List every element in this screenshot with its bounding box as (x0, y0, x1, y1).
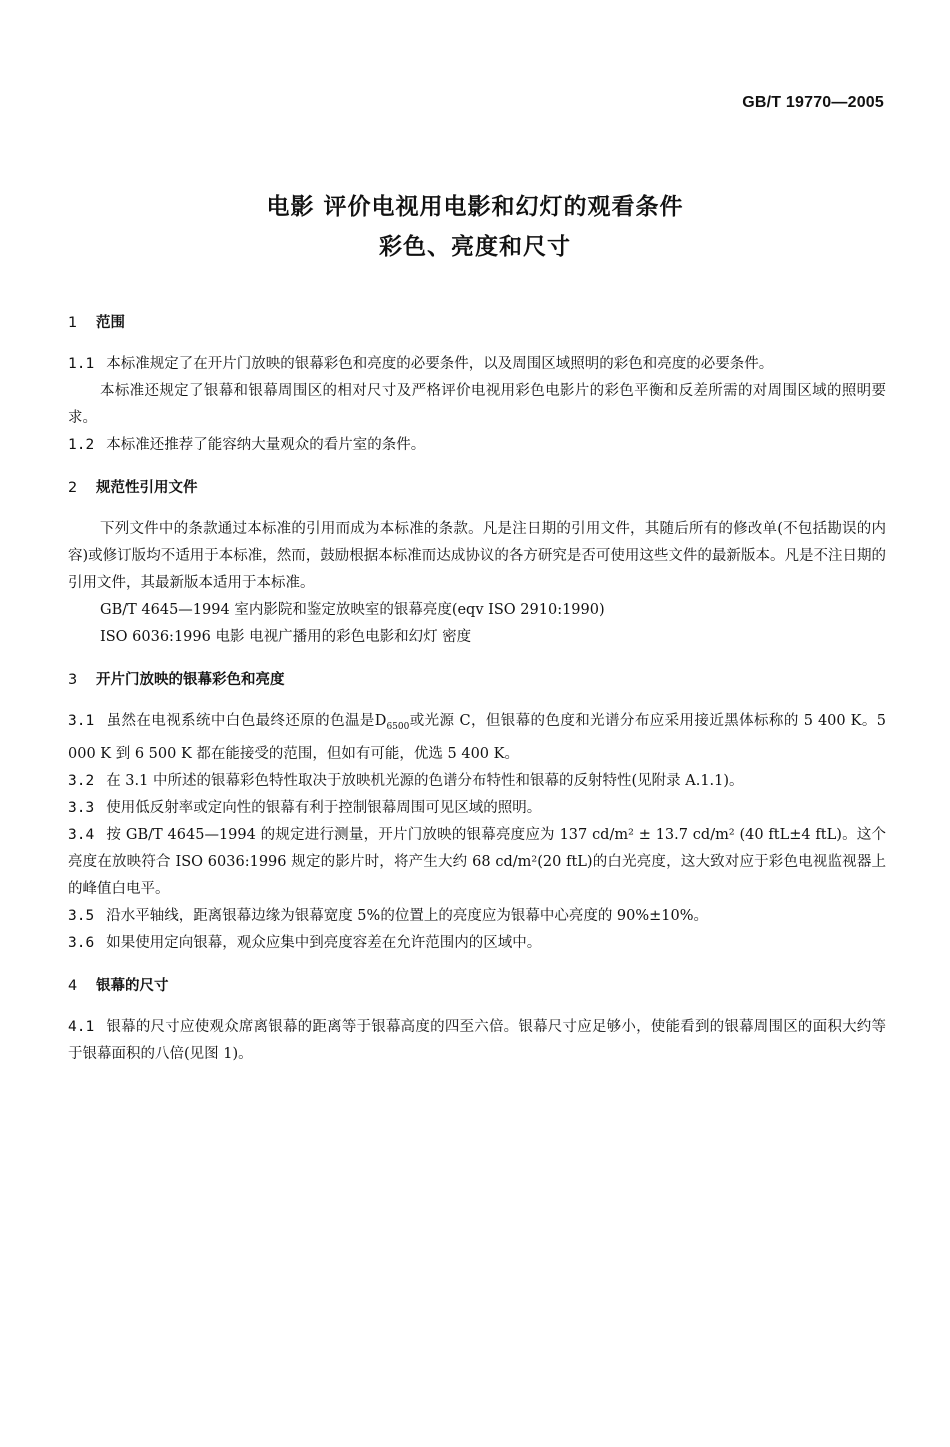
paragraph-number: 1.2 (68, 437, 95, 453)
paragraph-3-2: 3.2 在 3.1 中所述的银幕彩色特性取决于放映机光源的色谱分布特性和银幕的反射特性(见附录 A.1.1)。 (68, 772, 744, 789)
paragraph-3-1: 3.1 虽然在电视系统中白色最终还原的色温是$D_{6500}$或光源 C，但银幕的色度和光谱分布应采用接近黑体标称的 5 400 K。5 000 K 到 6 500 K 都在能接受的范围，但如有可能，优选 5 400 K。 (68, 713, 886, 762)
paragraph-3-5: 3.5 沿水平轴线，距离银幕边缘为银幕宽度 5%的位置上的亮度应为银幕中心亮度的 90%±10%。 (68, 907, 709, 924)
paragraph-3-3: 3.3 使用低反射率或定向性的银幕有利于控制银幕周围可见区域的照明。 (68, 799, 542, 816)
section-title: 银幕的尺寸 (96, 977, 169, 994)
paragraph-number: 3.5 (68, 907, 95, 924)
reference-2: ISO 6036:1996 电影 电视广播用的彩色电影和幻灯 密度 (100, 629, 472, 645)
section-3-heading (68, 667, 886, 694)
reference-1: GB/T 4645—1994 室内影院和鉴定放映室的银幕亮度(eqv ISO 2910:1990) (100, 602, 605, 618)
paragraph-3-4: 3.4 按 GB/T 4645—1994 的规定进行测量，开片门放映的银幕亮度应为 137 cd/m² ± 13.7 cd/m² (40 ftL±4 ftL)。这个亮度在放映符合 ISO 6036:1996 规定的影片时，将产生大约 68 cd/m²(20 ftL)的白光亮度，这大致对应于彩色电视监视器上的峰值白电平。 (68, 826, 886, 897)
document-body (68, 310, 886, 1068)
paragraph-2: 下列文件中的条款通过本标准的引用而成为本标准的条款。凡是注日期的引用文件，其随后所有的修改单(不包括勘误的内容)或修订版均不适用于本标准，然而，鼓励根据本标准而达成协议的各方研究是否可使用这些文件的最新版本。凡是不注日期的引用文件，其最新版本适用于本标准。 (68, 521, 886, 591)
paragraph-number: 3.1 (68, 713, 95, 729)
paragraph-3-6: 3.6 如果使用定向银幕，观众应集中到亮度容差在允许范围内的区域中。 (68, 934, 542, 951)
paragraph-number: 1.1 (68, 356, 95, 372)
paragraph-number: 3.6 (68, 934, 95, 951)
paragraph-number: 3.2 (68, 772, 95, 789)
paragraph-1-1b: 本标准还规定了银幕和银幕周围区的相对尺寸及严格评价电视用彩色电影片的彩色平衡和反差所需的对周围区域的照明要求。 (68, 383, 886, 426)
paragraph-number: 3.3 (68, 799, 95, 816)
document-title-line2: 彩色、亮度和尺寸 (379, 234, 571, 260)
paragraph-1-2: 1.2 本标准还推荐了能容纳大量观众的看片室的条件。 (68, 437, 426, 453)
section-2-heading (68, 475, 886, 502)
section-title: 开片门放映的银幕彩色和亮度 (96, 672, 285, 688)
section-number: 4 (68, 977, 78, 994)
section-title: 规范性引用文件 (96, 480, 198, 496)
section-number: 3 (68, 672, 78, 688)
document-title-line1: 电影 评价电视用电影和幻灯的观看条件 (266, 194, 684, 220)
section-number: 2 (68, 480, 78, 496)
section-1-heading (68, 310, 886, 337)
paragraph-1-1: 1.1 本标准规定了在开片门放映的银幕彩色和亮度的必要条件，以及周围区域照明的彩色和亮度的必要条件。 (68, 356, 774, 372)
section-title: 范围 (96, 315, 125, 331)
paragraph-number: 4.1 (68, 1018, 95, 1035)
paragraph-number: 3.4 (68, 826, 95, 843)
section-4-heading (68, 973, 886, 1000)
paragraph-4-1: 4.1 银幕的尺寸应使观众席离银幕的距离等于银幕高度的四至六倍。银幕尺寸应足够小，使能看到的银幕周围区的面积大约等于银幕面积的八倍(见图 1)。 (68, 1018, 886, 1062)
section-number: 1 (68, 315, 78, 331)
standard-code: GB/T 19770—2005 (742, 94, 884, 111)
